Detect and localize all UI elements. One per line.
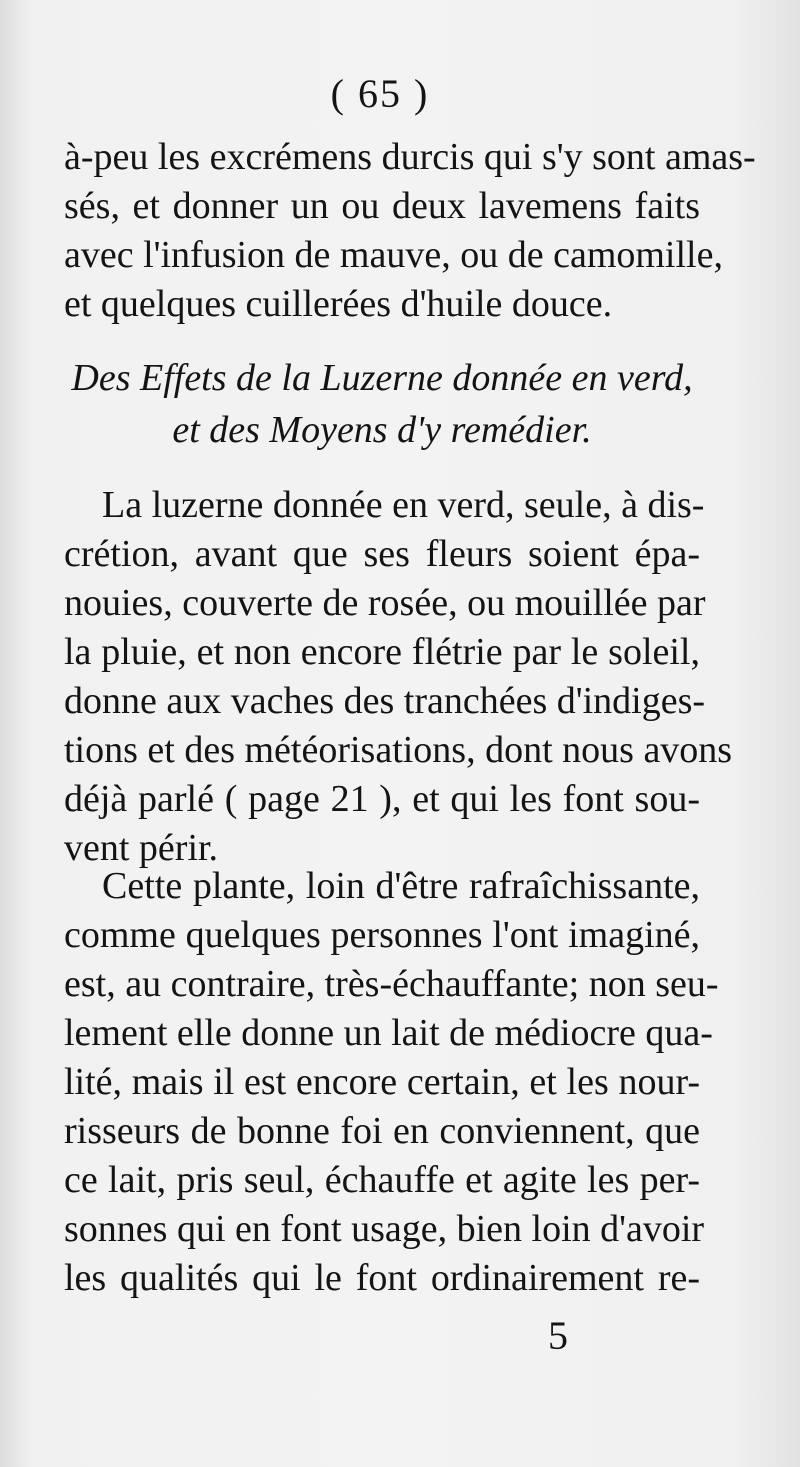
text-line: vent périr. — [64, 827, 219, 869]
paragraph-plante — [64, 862, 719, 1303]
text-line: la pluie, et non encore flétrie par le soleil, — [64, 631, 700, 673]
heading-line: et des Moyens d'y remédier. — [172, 409, 592, 451]
signature-mark: 5 — [548, 1313, 568, 1358]
text-line: à-peu les excrémens durcis qui s'y sont amas- — [64, 136, 756, 178]
text-line: Cette plante, loin d'être rafraîchissante, — [102, 865, 700, 907]
text-line: avec l'infusion de mauve, ou de camomille, — [64, 234, 723, 276]
section-heading — [64, 352, 700, 456]
text-line: nouies, couverte de rosée, ou mouillée par — [64, 582, 706, 624]
paragraph-luzerne — [64, 481, 733, 873]
text-line: donne aux vaches des tranchées d'indiges- — [64, 680, 706, 722]
text-line: ce lait, pris seul, échauffe et agite les per- — [64, 1159, 700, 1201]
text-line: sonnes qui en font usage, bien loin d'avoir — [64, 1208, 705, 1250]
page-number: ( 65 ) — [330, 71, 430, 116]
text-line: comme quelques personnes l'ont imaginé, — [64, 914, 700, 956]
paragraph-continuation — [64, 133, 756, 329]
text-line: déjà parlé ( page 21 ), et qui les font sou- — [64, 778, 700, 820]
text-line: lement elle donne un lait de médiocre qua- — [64, 1012, 713, 1054]
text-line: est, au contraire, très-échauffante; non seu- — [64, 963, 719, 1005]
text-line: risseurs de bonne foi en conviennent, que — [64, 1110, 700, 1152]
text-line: lité, mais il est encore certain, et les nour- — [64, 1061, 700, 1103]
text-line: sés, et donner un ou deux lavemens faits — [64, 185, 700, 227]
text-line: les qualités qui le font ordinairement re- — [64, 1257, 700, 1299]
text-line: et quelques cuillerées d'huile douce. — [64, 283, 613, 325]
text-line: tions et des météorisations, dont nous avons — [64, 729, 733, 771]
text-line: crétion, avant que ses fleurs soient épa- — [64, 533, 700, 575]
heading-line: Des Effets de la Luzerne donnée en verd, — [71, 357, 693, 399]
text-line: La luzerne donnée en verd, seule, à dis- — [102, 484, 705, 526]
